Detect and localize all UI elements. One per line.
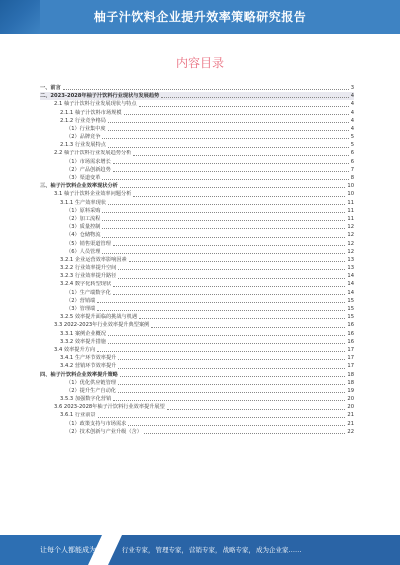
- toc-entry[interactable]: [40, 403, 354, 411]
- toc-entry-page: 22: [347, 428, 354, 435]
- toc-leader-dots: [124, 114, 349, 115]
- toc-entry-page: 4: [350, 109, 354, 116]
- toc-leader-dots: [118, 359, 345, 360]
- toc-entry[interactable]: [40, 379, 354, 387]
- toc-entry-label: 3.1 柚子汁饮料企业效率问题分析: [54, 191, 132, 198]
- toc-entry[interactable]: [40, 100, 354, 108]
- toc-leader-dots: [108, 122, 349, 123]
- toc-leader-dots: [102, 228, 345, 229]
- toc-entry-page: 15: [347, 297, 354, 304]
- toc-entry[interactable]: [40, 141, 354, 149]
- toc-entry-label: 2.1.3 行业发展特点: [60, 142, 106, 149]
- toc-entry[interactable]: [40, 231, 354, 239]
- toc-entry-page: 19: [347, 387, 354, 394]
- toc-entry-page: 16: [347, 322, 354, 329]
- toc-entry-page: 18: [347, 379, 354, 386]
- toc-entry[interactable]: [40, 281, 354, 289]
- toc-leader-dots: [161, 97, 348, 98]
- toc-entry[interactable]: [40, 412, 354, 420]
- toc-entry-label: 3.4 效率提升方向: [54, 346, 96, 353]
- toc-leader-dots: [97, 310, 345, 311]
- toc-entry[interactable]: [40, 109, 354, 117]
- toc-entry[interactable]: [40, 313, 354, 321]
- toc-entry[interactable]: [40, 272, 354, 280]
- toc-entry[interactable]: [40, 387, 354, 395]
- toc-leader-dots: [129, 261, 346, 262]
- toc-leader-dots: [118, 392, 345, 393]
- toc-entry-label: （2）产品创新趋势: [66, 166, 111, 173]
- toc-entry-label: 三、柚子汁饮料企业效率现状分析: [40, 183, 118, 190]
- footer-role: 成为企业家……: [256, 546, 302, 554]
- toc-entry-label: （3）管理端: [66, 306, 96, 313]
- toc-entry-page: 15: [347, 314, 354, 321]
- toc-entry-label: 3.3.2 效率提升措施: [60, 338, 106, 345]
- toc-entry[interactable]: [40, 420, 354, 428]
- toc-entry-page: 14: [347, 273, 354, 280]
- toc-entry[interactable]: [40, 428, 354, 436]
- toc-entry-label: 3.4.2 营销环节效率提升: [60, 363, 117, 370]
- toc-entry-label: 2.1 柚子汁饮料行业发展现状与特点: [54, 101, 137, 108]
- toc-entry-label: 3.2.5 效率提升面临的挑战与机遇: [60, 314, 138, 321]
- toc-entry-label: 3.6 2023-2028年柚子汁饮料行业效率提升展望: [54, 404, 165, 411]
- toc-leader-dots: [102, 237, 345, 238]
- toc-entry[interactable]: [40, 215, 354, 223]
- toc-leader-dots: [139, 318, 345, 319]
- toc-entry[interactable]: [40, 133, 354, 141]
- toc-entry-page: 21: [347, 420, 354, 427]
- toc-entry-label: 3.2.4 数字化转型现状: [60, 281, 112, 288]
- toc-entry-label: 2.1.1 柚子汁饮料市场规模: [60, 109, 122, 116]
- toc-entry-page: 16: [347, 338, 354, 345]
- toc-entry[interactable]: [40, 346, 354, 354]
- toc-entry[interactable]: [40, 150, 354, 158]
- toc-entry-label: 二、2023-2028年柚子汁饮料行业现状与发展趋势: [40, 93, 160, 100]
- toc-leader-dots: [118, 278, 345, 279]
- toc-entry-page: 17: [347, 346, 354, 353]
- toc-entry-label: （3）渠道变革: [66, 175, 101, 182]
- toc-entry[interactable]: [40, 84, 354, 92]
- toc-entry-page: 5: [350, 142, 354, 149]
- toc-entry-page: 20: [347, 396, 354, 403]
- toc-leader-dots: [97, 302, 345, 303]
- toc-entry-label: （2）品牌竞争: [66, 134, 101, 141]
- toc-entry-page: 12: [347, 248, 354, 255]
- toc-leader-dots: [63, 89, 349, 90]
- toc-entry-label: 3.4.1 生产环节效率提升: [60, 355, 117, 362]
- toc-leader-dots: [120, 376, 346, 377]
- toc-entry-label: （3）质量控制: [66, 224, 101, 231]
- toc-entry-label: （1）原料采购: [66, 207, 101, 214]
- toc-leader-dots: [102, 179, 348, 180]
- toc-entry-page: 8: [350, 175, 354, 182]
- toc-entry[interactable]: [40, 199, 354, 207]
- toc-entry-label: （2）提升生产自动化: [66, 387, 116, 394]
- toc-entry-page: 6: [350, 150, 354, 157]
- toc-leader-dots: [118, 368, 345, 369]
- toc-entry[interactable]: [40, 395, 354, 403]
- toc-entry-label: （2）加工流程: [66, 215, 101, 222]
- footer-slogan: 让每个人都能成为: [40, 546, 96, 554]
- toc-entry-page: 18: [347, 371, 354, 378]
- toc-entry[interactable]: [40, 248, 354, 256]
- toc-entry[interactable]: [40, 354, 354, 362]
- footer-role: 管理专家，: [155, 546, 188, 554]
- toc-leader-dots: [108, 147, 349, 148]
- toc-entry-label: 3.6.1 行业前景: [60, 412, 96, 419]
- toc-entry-label: 3.2.2 行业效率提升空间: [60, 265, 117, 272]
- toc-heading: 内容目录: [175, 56, 224, 70]
- toc-entry[interactable]: [40, 158, 354, 166]
- toc-entry-label: 3.3.1 案例企业概况: [60, 330, 106, 337]
- toc-entry-page: 10: [347, 191, 354, 198]
- toc-entry[interactable]: [40, 297, 354, 305]
- toc-entry-label: （1）政策支持与市场需求: [66, 420, 127, 427]
- toc-leader-dots: [108, 204, 345, 205]
- toc-entry-page: 4: [350, 93, 354, 100]
- toc-leader-dots: [120, 187, 346, 188]
- toc-leader-dots: [108, 343, 345, 344]
- toc-entry[interactable]: [40, 256, 354, 264]
- toc-entry-page: 13: [347, 265, 354, 272]
- toc-entry-page: 3: [350, 84, 354, 91]
- toc-entry-label: 3.1.1 生产效率现状: [60, 199, 106, 206]
- toc-entry[interactable]: [40, 338, 354, 346]
- table-of-contents: [40, 84, 354, 436]
- toc-leader-dots: [118, 384, 345, 385]
- toc-entry-page: 13: [347, 256, 354, 263]
- toc-entry-page: 10: [347, 183, 354, 190]
- toc-entry-label: （1）生产端数字化: [66, 289, 111, 296]
- toc-entry-page: 17: [347, 355, 354, 362]
- toc-entry-page: 20: [347, 404, 354, 411]
- toc-leader-dots: [128, 425, 345, 426]
- toc-entry[interactable]: [40, 362, 354, 370]
- toc-leader-dots: [133, 155, 348, 156]
- toc-entry[interactable]: [40, 289, 354, 297]
- toc-entry-label: （4）仓储物流: [66, 232, 101, 239]
- toc-entry-label: 四、柚子汁饮料企业效率提升策略: [40, 371, 118, 378]
- footer-roles: [122, 535, 303, 565]
- toc-leader-dots: [108, 130, 349, 131]
- toc-entry[interactable]: [40, 305, 354, 313]
- toc-leader-dots: [102, 212, 345, 213]
- toc-entry-page: 12: [347, 224, 354, 231]
- toc-leader-dots: [151, 327, 345, 328]
- toc-leader-dots: [133, 196, 345, 197]
- toc-leader-dots: [113, 294, 346, 295]
- toc-leader-dots: [113, 245, 346, 246]
- toc-entry-label: 3.2.3 行业效率提升路径: [60, 273, 117, 280]
- toc-entry-page: 21: [347, 412, 354, 419]
- footer-role: 战略专家，: [222, 546, 255, 554]
- footer-role: 行业专家，: [122, 546, 155, 554]
- report-header: [0, 0, 400, 34]
- toc-entry-page: 11: [347, 215, 354, 222]
- toc-entry-page: 12: [347, 240, 354, 247]
- toc-entry-label: 3.5.3 加强数字化营销: [60, 396, 112, 403]
- toc-entry[interactable]: [40, 240, 354, 248]
- report-title: 柚子汁饮料企业提升效率策略研究报告: [93, 10, 307, 24]
- toc-entry[interactable]: [40, 321, 354, 329]
- toc-entry-label: （2）技术创新与产业升级（含）: [66, 428, 142, 435]
- toc-entry-label: （1）市场需求增长: [66, 158, 111, 165]
- toc-leader-dots: [102, 138, 348, 139]
- toc-entry[interactable]: [40, 223, 354, 231]
- toc-entry-page: 17: [347, 363, 354, 370]
- toc-leader-dots: [97, 351, 345, 352]
- toc-entry-label: 3.3 2022-2023年行业效率提升典型案例: [54, 322, 150, 329]
- toc-entry-page: 6: [350, 158, 354, 165]
- toc-entry-page: 4: [350, 101, 354, 108]
- toc-entry-label: （2）营销端: [66, 297, 96, 304]
- toc-leader-dots: [108, 335, 345, 336]
- toc-leader-dots: [113, 171, 349, 172]
- toc-leader-dots: [102, 220, 345, 221]
- toc-entry[interactable]: [40, 174, 354, 182]
- toc-entry-page: 4: [350, 117, 354, 124]
- toc-entry-label: （6）人员管理: [66, 248, 101, 255]
- toc-entry-page: 15: [347, 306, 354, 313]
- toc-leader-dots: [113, 286, 345, 287]
- toc-leader-dots: [139, 106, 349, 107]
- toc-leader-dots: [102, 253, 345, 254]
- toc-entry-page: 14: [347, 281, 354, 288]
- toc-entry-page: 12: [347, 232, 354, 239]
- toc-entry-page: 16: [347, 330, 354, 337]
- toc-entry-page: 5: [350, 134, 354, 141]
- toc-entry[interactable]: [40, 117, 354, 125]
- toc-entry-label: 2.1.2 行业竞争格局: [60, 117, 106, 124]
- toc-leader-dots: [118, 269, 345, 270]
- toc-entry-label: 2.2 柚子汁饮料行业发展趋势分析: [54, 150, 132, 157]
- toc-entry-page: 11: [347, 207, 354, 214]
- footer-role: 营销专家，: [189, 546, 222, 554]
- toc-entry-label: 3.2.1 企业运营效率影响因素: [60, 256, 127, 263]
- toc-entry[interactable]: [40, 207, 354, 215]
- toc-entry-page: 14: [347, 289, 354, 296]
- toc-entry-label: （1）优化供应链管理: [66, 379, 116, 386]
- toc-entry-page: 4: [350, 125, 354, 132]
- toc-leader-dots: [167, 409, 346, 410]
- toc-entry[interactable]: [40, 92, 354, 100]
- toc-leader-dots: [144, 433, 345, 434]
- footer-banner: [0, 535, 400, 565]
- toc-entry-label: （1）行业集中度: [66, 125, 106, 132]
- toc-entry-page: 7: [350, 166, 354, 173]
- toc-entry[interactable]: [40, 371, 354, 379]
- toc-leader-dots: [113, 163, 349, 164]
- toc-entry[interactable]: [40, 166, 354, 174]
- toc-entry-label: （5）销售渠道管理: [66, 240, 111, 247]
- toc-entry[interactable]: [40, 190, 354, 198]
- toc-entry-label: 一、前言: [40, 84, 61, 91]
- toc-entry[interactable]: [40, 264, 354, 272]
- toc-leader-dots: [98, 417, 346, 418]
- toc-entry[interactable]: [40, 182, 354, 190]
- toc-entry[interactable]: [40, 330, 354, 338]
- toc-entry[interactable]: [40, 125, 354, 133]
- toc-leader-dots: [113, 400, 345, 401]
- toc-entry-page: 11: [347, 199, 354, 206]
